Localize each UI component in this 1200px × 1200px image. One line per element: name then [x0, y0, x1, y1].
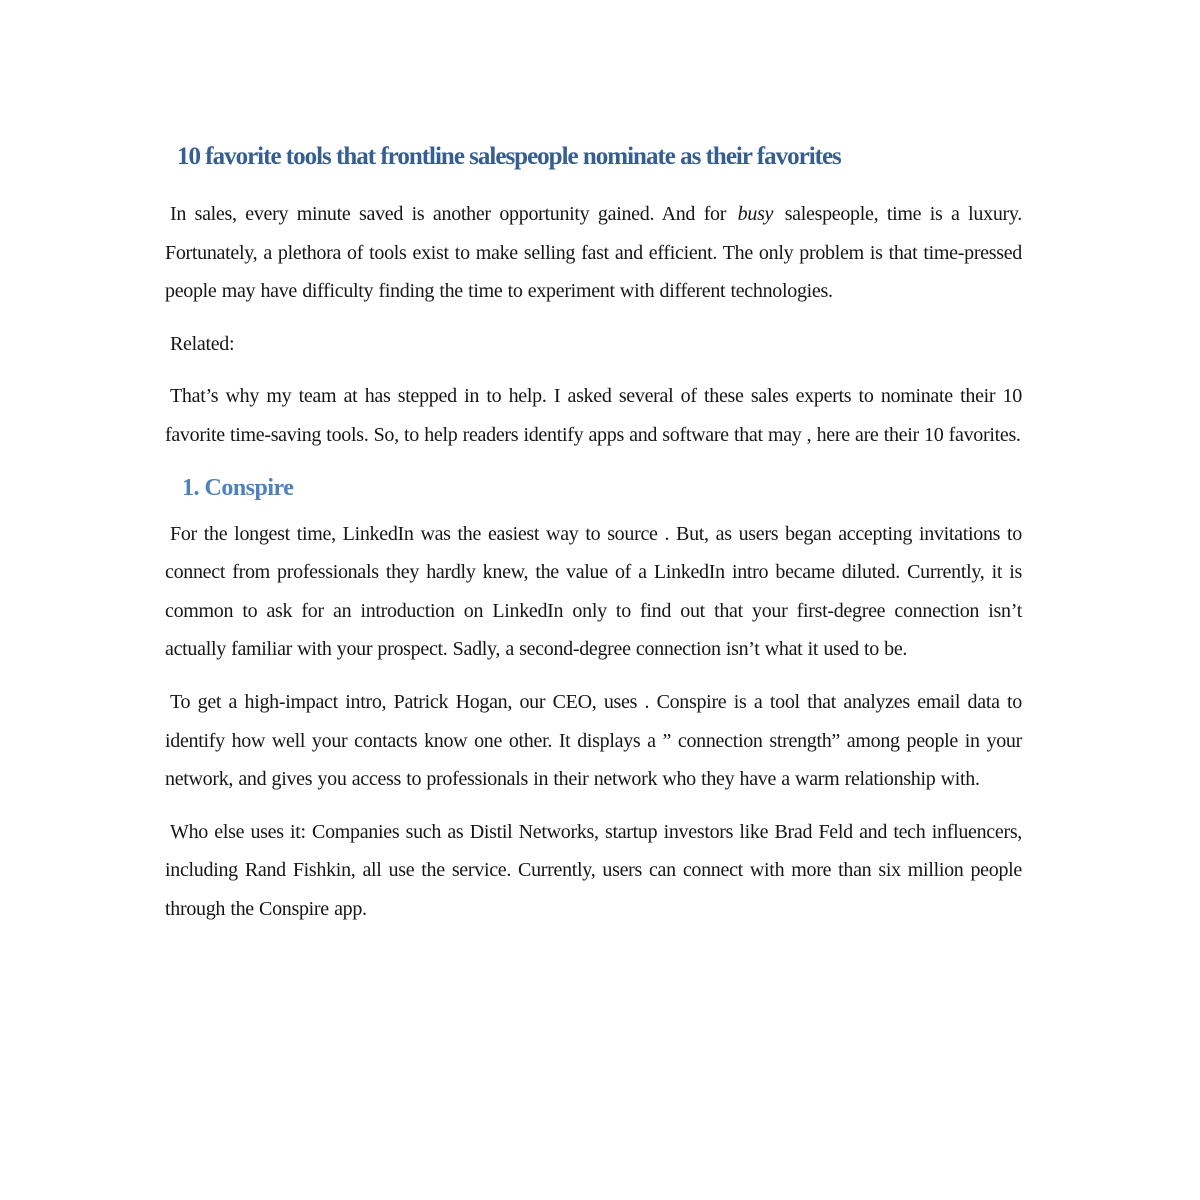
paragraph-conspire-linkedin: For the longest time, LinkedIn was the easiest way to source . But, as users began accepting invitations to connect from professionals they hardly knew, the value of a LinkedIn intro became diluted. Currently, it is common to ask for an introduction on LinkedIn only to find out that your first-degree connection isn’t actually familiar with your prospect. Sadly, a second-degree connection isn’t what it used to be.: [165, 522, 1022, 661]
document-page: [165, 141, 1022, 929]
section-heading-conspire: 1. Conspire: [182, 474, 294, 501]
paragraph-intro-text-after: salespeople, time is a luxury. Fortunately, a plethora of tools exist to make selling fast and efficient. The only problem is that time-pressed people may have difficulty finding the time to experiment with different technologies.: [165, 203, 1022, 303]
related-label: Related:: [170, 332, 235, 355]
document-title: 10 favorite tools that frontline salespeople nominate as their favorites: [177, 143, 841, 170]
paragraph-team-help: That’s why my team at has stepped in to help. I asked several of these sales experts to nominate their 10 favorite time-saving tools. So, to help readers identify apps and software that may , here are their 10 favorites.: [165, 385, 1022, 446]
paragraph-conspire-intro-tool: To get a high-impact intro, Patrick Hogan, our CEO, uses . Conspire is a tool that analyzes email data to identify how well your contacts know one other. It displays a ” connection strength” among people in your network, and gives you access to professionals in their network who they have a warm relationship with.: [165, 690, 1022, 791]
paragraph-intro-text-before: In sales, every minute saved is another opportunity gained. And for: [170, 203, 735, 225]
paragraph-intro: [165, 195, 1022, 311]
paragraph-conspire-who-uses: Who else uses it: Companies such as Distil Networks, startup investors like Brad Feld and tech influencers, including Rand Fishkin, all use the service. Currently, users can connect with more than six million people through the Conspire app.: [165, 820, 1022, 920]
emphasis-busy: busy: [737, 203, 774, 225]
